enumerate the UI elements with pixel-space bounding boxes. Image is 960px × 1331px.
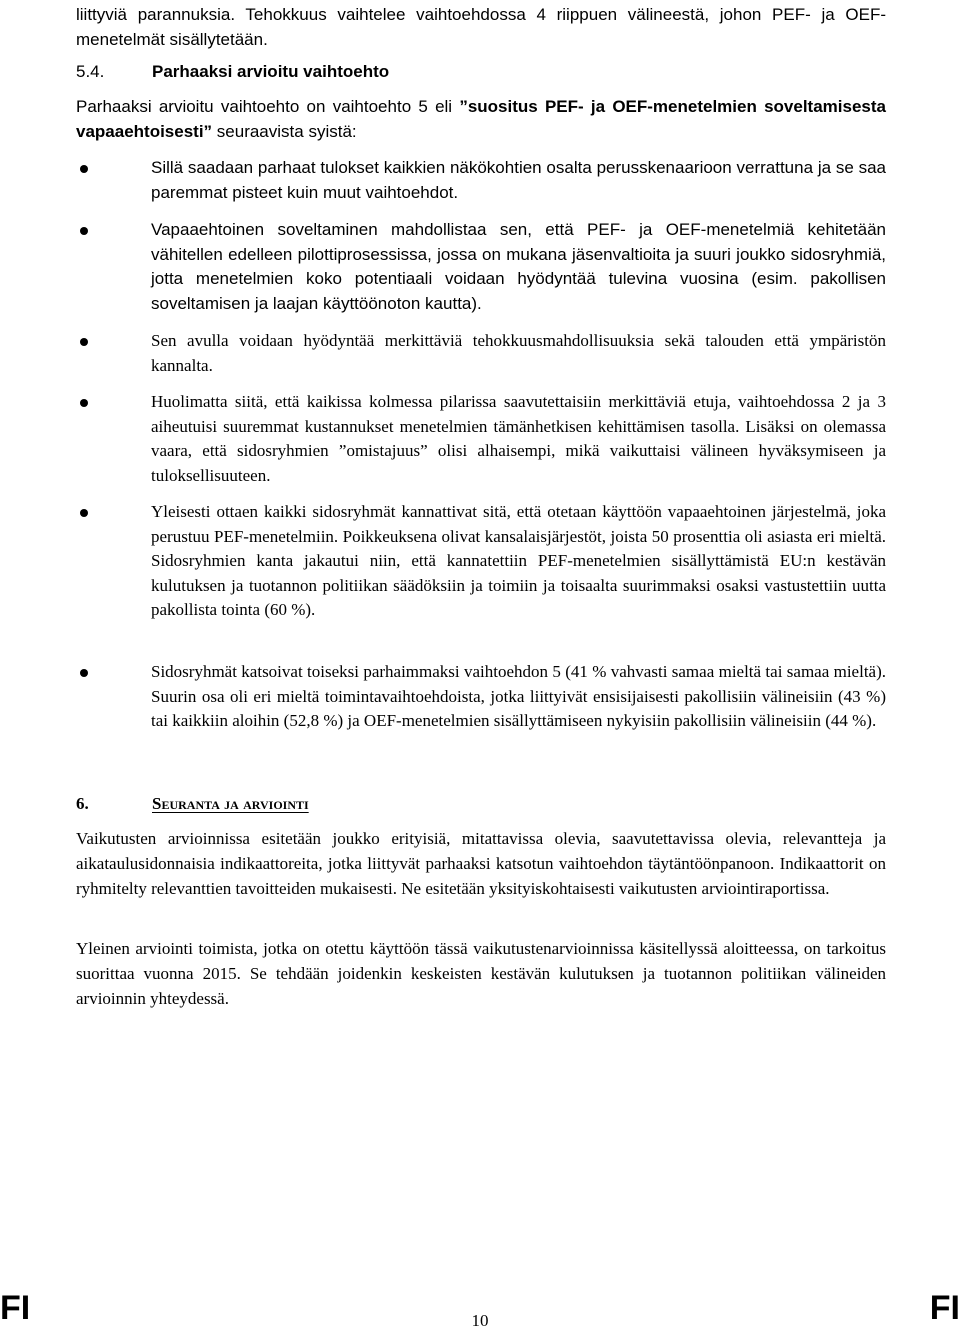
list-item-text: Vapaaehtoinen soveltaminen mahdollistaa sen, että PEF- ja OEF-menetelmiä kehitetään vähitellen edelleen pilottiprosessissa, jossa on mukana jäsenvaltioita ja suuri joukko sidosryhmiä, jotta menetelmien koko potentiaali voidaan hyödyntää tulevina vuosina (esim. pakollisen soveltamisen ja laajan käyttöönoton kautta). <box>151 220 886 313</box>
list-item <box>151 329 886 378</box>
list-item-text: Sillä saadaan parhaat tulokset kaikkien näkökohtien osalta perusskenaarioon verrattuna ja se saa paremmat pisteet kuin muut vaihtoehdot. <box>151 158 886 202</box>
subsection-title: Parhaaksi arvioitu vaihtoehto <box>152 62 390 81</box>
list-item <box>151 660 886 734</box>
subsection-number: 5.4. <box>76 62 105 81</box>
paragraph: Yleinen arviointi toimista, jotka on otettu käyttöön tässä vaikutustenarvioinnissa käsitellyssä aloitteessa, on tarkoitus suorittaa vuonna 2015. Se tehdään joidenkin keskeisten kestävän kulutuksen ja tuotannon politiikan välineiden arvioinnin yhteydessä. <box>76 939 886 1008</box>
intro-recommendation: ”suositus PEF- ja OEF-menetelmien soveltamisesta vapaaehtoisesti” <box>76 97 886 141</box>
list-item <box>151 500 886 623</box>
paragraph: Vaikutusten arvioinnissa esitetään joukko erityisiä, mitattavissa olevia, saavutettavissa olevia, relevantteja ja aikataulusidonnaisia indikaattoreita, jotka liittyvät parhaaksi katsotun vaihtoehdon täytäntöönpanoon. Indikaattorit on ryhmitelty relevanttien tavoitteiden mukaisesti. Ne esitetään yksityiskohtaisesti vaikutusten arviointiraportissa. <box>76 829 886 898</box>
bullet-icon <box>80 390 88 415</box>
page-number: 10 <box>471 1311 489 1330</box>
language-code-left: FI <box>0 1289 31 1327</box>
section-heading <box>76 792 309 816</box>
subsection-heading <box>76 60 886 84</box>
section-number: 6. <box>76 794 89 813</box>
list-item-text: Sen avulla voidaan hyödyntää merkittäviä tehokkuusmahdollisuuksia sekä talouden että ympäristön kannalta. <box>151 331 886 375</box>
list-item <box>151 156 886 205</box>
list-item-text: Yleisesti ottaen kaikki sidosryhmät kannattivat sitä, että otetaan käyttöön vapaaehtoinen järjestelmä, joka perustuu PEF-menetelmiin. Poikkeuksena olivat kansalaisjärjestöt, joista 50 prosenttia oli asiasta eri mieltä. Sidosryhmien kanta jakautui niin, että kannatettiin PEF-menetelmien sisällyttämistä EU:n kestävän kulutuksen ja tuotannon politiikan säädöksiin ja toimiin ja toisaalta suurimmaksi osaksi vastustettiin uutta pakollista tointa (60 %). <box>151 502 886 619</box>
continued-paragraph: liittyviä parannuksia. Tehokkuus vaihtelee vaihtoehdossa 4 riippuen välineestä, johon PEF- ja OEF-menetelmät sisällytetään. <box>76 5 886 49</box>
list-item <box>151 218 886 316</box>
bullet-icon <box>80 329 88 354</box>
bullet-icon <box>80 218 88 243</box>
language-code-right: FI <box>929 1289 960 1327</box>
bullet-icon <box>80 500 88 525</box>
bullet-icon <box>80 156 88 181</box>
preferred-option-intro <box>76 94 886 144</box>
bullet-icon <box>80 660 88 685</box>
section-title: Seuranta ja arviointi <box>152 794 309 813</box>
list-item-text: Huolimatta siitä, että kaikissa kolmessa pilarissa saavutettaisiin merkittäviä etuja, vaihtoehdossa 2 ja 3 aiheutuisi suuremmat kustannukset menetelmien tämänhetkisen kehittämisen tasolla. Lisäksi on olemassa vaara, että sidosryhmien ”omistajuus” olisi alhaisempi, mikä vaikuttaisi välineen hyväksymiseen ja tuloksellisuuteen. <box>151 392 886 485</box>
list-item-text: Sidosryhmät katsoivat toiseksi parhaimmaksi vaihtoehdon 5 (41 % vahvasti samaa mieltä tai samaa mieltä). Suurin osa oli eri mieltä toimintavaihtoehdoista, jotka liittyivät ensisijaisesti pakollisiin välineisiin (43 %) tai kaikkiin aloihin (52,8 %) ja OEF-menetelmien sisällyttämiseen nykyisiin pakollisiin välineisiin (44 %). <box>151 662 886 730</box>
list-item <box>151 390 886 488</box>
intro-text-end: seuraavista syistä: <box>212 122 357 141</box>
intro-text-start: Parhaaksi arvioitu vaihtoehto on vaihtoehto 5 eli <box>76 97 460 116</box>
